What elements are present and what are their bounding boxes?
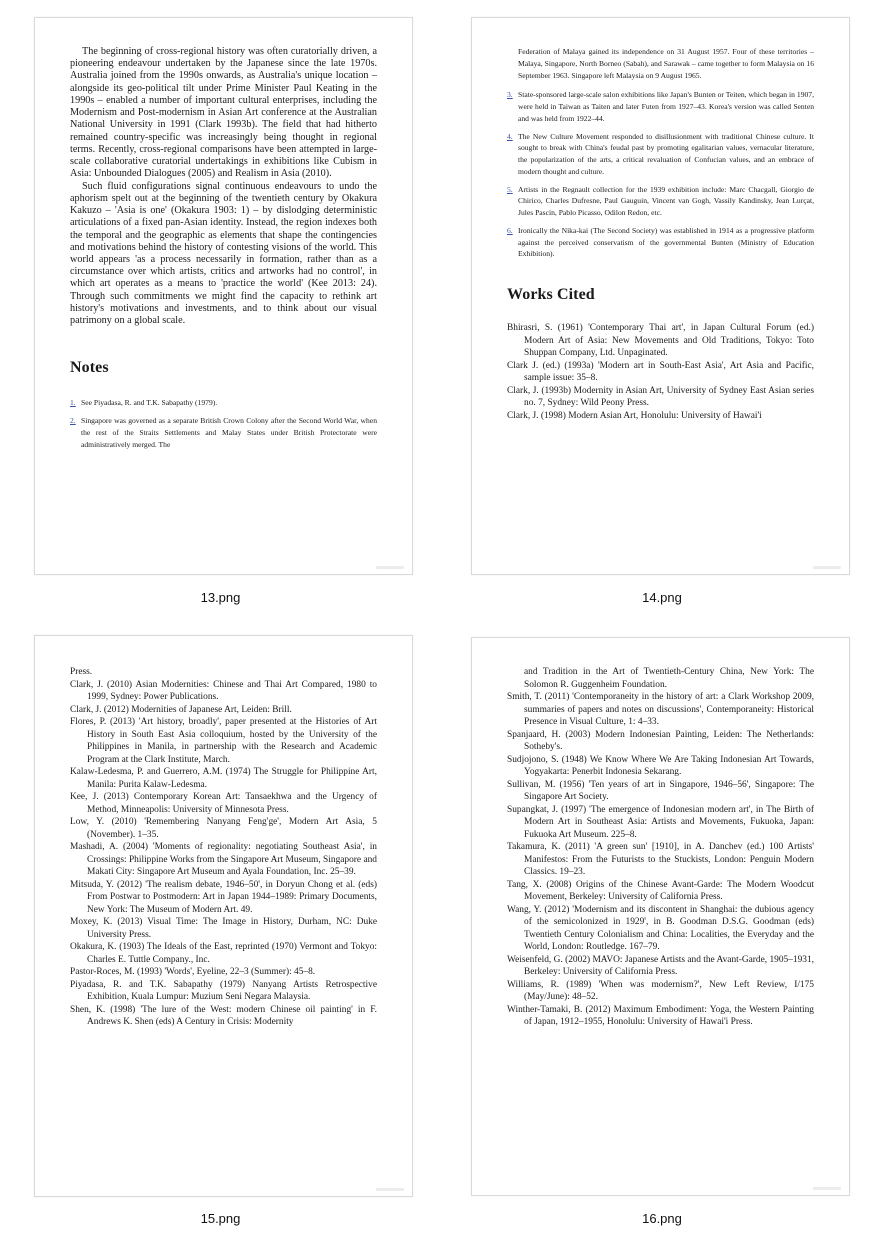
reference-entry: Kee, J. (2013) Contemporary Korean Art: Tansaekhwa and the Urgency of Method, Minneapolis: University of Minnesota Press. bbox=[70, 792, 377, 815]
reference-entry: Okakura, K. (1903) The Ideals of the East, reprinted (1970) Vermont and Tokyo: Charles E. Tuttle Company., Inc. bbox=[70, 942, 377, 965]
note-number[interactable]: 4. bbox=[507, 131, 513, 141]
note-text: Singapore was governed as a separate British Crown Colony after the Second World War, when the rest of the Straits Settlements and Malay States under British Protectorate were administratively merged. The bbox=[81, 416, 377, 449]
page-footer-mark bbox=[813, 566, 841, 569]
reference-entry: Supangkat, J. (1997) 'The emergence of Indonesian modern art', in The Birth of Modern Art in Southeast Asia: Artists and Movements, Fukuoka, Japan: Fukuoka Art Museum. 225–8. bbox=[507, 804, 814, 840]
reference-entry: Clark J. (ed.) (1993a) 'Modern art in South-East Asia', Art Asia and Pacific, sample issue: 35–8. bbox=[507, 360, 814, 384]
reference-entry: Piyadasa, R. and T.K. Sabapathy (1979) Nanyang Artists Retrospective Exhibition, Kuala Lumpur: Muzium Seni Negara Malaysia. bbox=[70, 979, 377, 1002]
note-number[interactable]: 5. bbox=[507, 184, 513, 194]
reference-entry: Takamura, K. (2011) 'A green sun' [1910], in A. Danchev (ed.) 100 Artists' Manifestos: From the Futurists to the Stuckists, London: Penguin Modern Classics. 19–23. bbox=[507, 842, 814, 877]
note-text: State-sponsored large-scale salon exhibitions like Japan's Bunten or Teiten, which began in 1907, were held in Taiwan as Taiten and later Futen from 1927–43. Korea's version was called Senten and was held from 1922–44. bbox=[518, 90, 814, 123]
reference-entry: Clark, J. (2010) Asian Modernities: Chinese and Thai Art Compared, 1980 to 1999, Sydney: Power Publications. bbox=[70, 679, 377, 702]
note-item bbox=[70, 415, 377, 450]
reference-entry: Weisenfeld, G. (2002) MAVO: Japanese Artists and the Avant-Garde, 1905–1931, Berkeley: University of California Press. bbox=[507, 954, 814, 977]
reference-entry: Press. bbox=[70, 667, 93, 677]
note-item bbox=[507, 184, 814, 219]
reference-entry: Wang, Y. (2012) 'Modernism and its discontent in Shanghai: the dubious agency of the semicolonized in 1929', in B. Goodman D.S.G. Goodman (eds) Twentieth Century Colonialism and China: Localities, the Everyday and the World, London: Routledge. 167–79. bbox=[507, 904, 814, 952]
note-continuation: Federation of Malaya gained its independence on 31 August 1957. Four of these territories – Malaya, Singapore, North Borneo (Sabah), and Sarawak – came together to form Malaysia on 16 September 1963. Singapore left Malaysia on 9 August 1965. bbox=[518, 47, 814, 80]
thumbnail-15[interactable] bbox=[0, 625, 441, 1250]
reference-entry: Kalaw-Ledesma, P. and Guerrero, A.M. (1974) The Struggle for Philippine Art, Manila: Purita Kalaw-Ledesma. bbox=[70, 767, 377, 790]
reference-entry: Shen, K. (1998) 'The lure of the West: modern Chinese oil painting' in F. Andrews K. Shen (eds) A Century in Crisis: Modernity bbox=[70, 1004, 377, 1027]
reference-entry: Moxey, K. (2013) Visual Time: The Image in History, Durham, NC: Duke University Press. bbox=[70, 917, 377, 940]
reference-entry: Smith, T. (2011) 'Contemporaneity in the history of art: a Clark Workshop 2009, summaries of papers and notes on discussions', Contemporaneity: Historical Presence in Visual Culture, 1: 4–33. bbox=[507, 692, 814, 727]
reference-entry: Clark, J. (1993b) Modernity in Asian Art, University of Sydney East Asian series no. 7, Sydney: Wild Peony Press. bbox=[507, 385, 814, 409]
thumbnail-caption: 13.png bbox=[200, 590, 241, 605]
reference-entry: Sullivan, M. (1956) 'Ten years of art in Singapore, 1946–56', Singapore: The Singapore Art Society. bbox=[507, 779, 814, 802]
thumbnail-caption: 14.png bbox=[642, 590, 682, 605]
reference-entry: Bhirasri, S. (1961) 'Contemporary Thai art', in Japan Cultural Forum (ed.) Modern Art of Asia: New Movements and Old Traditions, Tokyo: Toto Shuppan Company, Ltd. Unpaginated. bbox=[507, 323, 814, 359]
reference-entry: Winther-Tamaki, B. (2012) Maximum Embodiment: Yoga, the Western Painting of Japan, 1912–1955, Honolulu: University of Hawai'i Press. bbox=[507, 1004, 814, 1027]
thumbnail-14[interactable] bbox=[441, 0, 883, 625]
note-number[interactable]: 1. bbox=[70, 398, 76, 408]
reference-entry: Low, Y. (2010) 'Remembering Nanyang Feng'ge', Modern Art Asia, 5 (November). 1–35. bbox=[70, 817, 377, 840]
reference-entry: Spanjaard, H. (2003) Modern Indonesian Painting, Leiden: The Netherlands: Sotheby's. bbox=[507, 729, 814, 752]
note-item bbox=[70, 397, 377, 409]
page-16 bbox=[471, 637, 850, 1196]
note-number[interactable]: 6. bbox=[507, 225, 513, 235]
thumbnail-16[interactable] bbox=[441, 625, 883, 1250]
thumbnail-caption: 15.png bbox=[200, 1211, 241, 1226]
reference-entry: Mashadi, A. (2004) 'Moments of regionality: negotiating Southeast Asia', in Crossings: Philippine Works from the Singapore Art Museum, Singapore and Makati City: Singapore Art Museum and Ayala Foundation, Inc. 25–39. bbox=[70, 842, 377, 877]
paragraph: Such fluid configurations signal continuous endeavours to undo the aphorism spelt out at the beginning of the twentieth century by Okakura Kakuzo – 'Asia is one' (Okakura 1903: 1) – by dislodging deterministic articulations of a fixed pan-Asian identity. Instead, the region indexes both the temporal and the geographic as elements that shape the contingencies and motivations behind the history of contesting visions of the world. This world appears 'as a process necessarily in formation, rather than as a circumstance over which artists, critics and artworks had no control', in which art operates as a means to 'practice the world' (Kee 2013: 24). Through such commitments we might find the capacity to rethink art history's motivations and investments, and to think about our visual patrimony on a global scale. bbox=[70, 180, 377, 327]
reference-entry: Sudjojono, S. (1948) We Know Where We Are Taking Indonesian Art Towards, Yogyakarta: Penerbit Indonesia Sekarang. bbox=[507, 754, 814, 777]
thumbnail-caption: 16.png bbox=[642, 1211, 682, 1226]
thumbnail-13[interactable] bbox=[0, 0, 441, 625]
reference-entry: Flores, P. (2013) 'Art history, broadly', paper presented at the Histories of Art History in South East Asia colloquium, hosted by the University of the Philippines in Manila, in partnership with the Research and Academic Program at the Clark Institute, March. bbox=[70, 717, 377, 765]
note-number[interactable]: 3. bbox=[507, 90, 513, 100]
paragraph: The beginning of cross-regional history was often curatorially driven, a pioneering endeavour undertaken by the Japanese since the late 1970s. Australia joined from the 1990s onwards, as Australia's unique location – alongside its geo-political tilt under Prime Minister Paul Keating in the 1990s – enabled a number of important cultural enterprises, including the Modernism and Post-modernism in Asian Art conference at the Australian National University in 1991 (Clark 1993b). The field that had hitherto remained country-specific was increasingly being thought in regional terms. Recently, cross-regional comparisons have been attempted in large-scale collaborative curatorial undertakings in exhibitions like Cubism in Asia: Unbounded Dialogues (2005) and Realism in Asia (2010). bbox=[70, 46, 377, 180]
page-15 bbox=[34, 635, 413, 1197]
reference-entry: Clark, J. (1998) Modern Asian Art, Honolulu: University of Hawai'i bbox=[507, 410, 762, 421]
note-text: The New Culture Movement responded to disillusionment with traditional Chinese culture. It sought to break with China's feudal past by promoting egalitarian values, vernacular literature, the popularization of the arts, a critical revaluation of Confucian values, and an embrace of modern thought and culture. bbox=[518, 131, 814, 176]
note-text: See Piyadasa, R. and T.K. Sabapathy (1979). bbox=[81, 398, 218, 408]
reference-entry: Pastor-Roces, M. (1993) 'Words', Eyeline, 22–3 (Summer): 45–8. bbox=[70, 967, 316, 977]
reference-entry: and Tradition in the Art of Twentieth-Century China, New York: The Solomon R. Guggenheim Foundation. bbox=[524, 667, 814, 690]
works-cited-heading: Works Cited bbox=[507, 286, 595, 304]
page-footer-mark bbox=[376, 566, 404, 569]
note-item bbox=[507, 89, 814, 124]
note-item bbox=[507, 225, 814, 260]
reference-entry: Clark, J. (2012) Modernities of Japanese Art, Leiden: Brill. bbox=[70, 704, 292, 715]
reference-entry: Tang, X. (2008) Origins of the Chinese Avant-Garde: The Modern Woodcut Movement, Berkeley: University of California Press. bbox=[507, 879, 814, 902]
note-text: Artists in the Regnault collection for the 1939 exhibition include: Marc Chacgall, Giorgio de Chirico, Charles Dufresne, Paul Gauguin, Vincent van Gogh, Vassily Kandinsky, Jean Lurçat, Jules Pascin, Pablo Picasso, Odilon Redon, etc. bbox=[518, 184, 814, 218]
page-footer-mark bbox=[376, 1188, 404, 1191]
page-footer-mark bbox=[813, 1187, 841, 1190]
note-number[interactable]: 2. bbox=[70, 416, 76, 426]
note-text: Ironically the Nika-kai (The Second Society) was established in 1914 as a progressive platform against the perceived conservatism of the governmental Bunten (Ministry of Education Exhibition). bbox=[518, 225, 814, 259]
page-13 bbox=[34, 17, 413, 575]
page-14 bbox=[471, 17, 850, 575]
notes-heading: Notes bbox=[70, 359, 109, 377]
reference-entry: Williams, R. (1989) 'When was modernism?', New Left Review, I/175 (May/June): 48–52. bbox=[507, 979, 814, 1002]
note-item bbox=[507, 131, 814, 178]
reference-entry: Mitsuda, Y. (2012) 'The realism debate, 1946–50', in Doryun Chong et al. (eds) From Postwar to Postmodern: Art in Japan 1944–1989: Primary Documents, New York: The Museum of Modern Art. 49. bbox=[70, 879, 377, 915]
